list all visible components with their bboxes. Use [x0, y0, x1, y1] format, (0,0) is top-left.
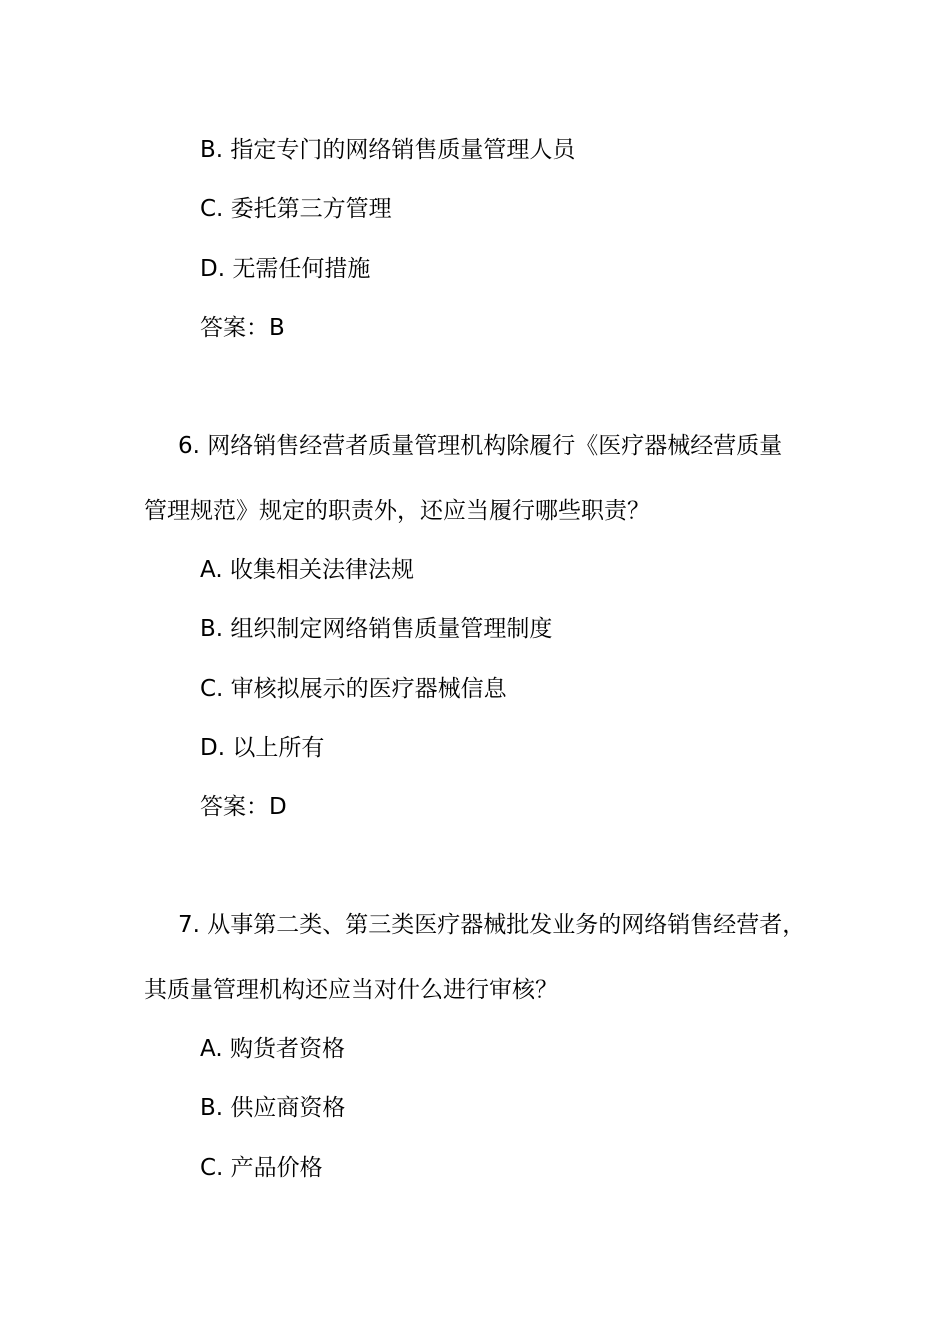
prev-answer: 答案：B	[200, 315, 285, 341]
question-6-option-d: D. 以上所有	[200, 735, 325, 761]
question-6-answer: 答案：D	[200, 794, 287, 820]
question-6-text-line1: 6. 网络销售经营者质量管理机构除履行《医疗器械经营质量	[178, 433, 783, 459]
question-7-text-line2: 其质量管理机构还应当对什么进行审核？	[144, 977, 558, 1003]
question-7-text-line1: 7. 从事第二类、第三类医疗器械批发业务的网络销售经营者，	[178, 912, 806, 938]
question-6-option-a: A. 收集相关法律法规	[200, 557, 414, 583]
prev-option-b: B. 指定专门的网络销售质量管理人员	[200, 137, 576, 163]
question-7-option-a: A. 购货者资格	[200, 1036, 345, 1062]
prev-option-d: D. 无需任何措施	[200, 256, 371, 282]
question-7-option-b: B. 供应商资格	[200, 1095, 346, 1121]
question-6-option-b: B. 组织制定网络销售质量管理制度	[200, 616, 553, 642]
question-6-option-c: C. 审核拟展示的医疗器械信息	[200, 676, 507, 702]
question-6-text-line2: 管理规范》规定的职责外，还应当履行哪些职责？	[144, 498, 650, 524]
prev-option-c: C. 委托第三方管理	[200, 196, 392, 222]
question-7-option-c: C. 产品价格	[200, 1155, 323, 1181]
